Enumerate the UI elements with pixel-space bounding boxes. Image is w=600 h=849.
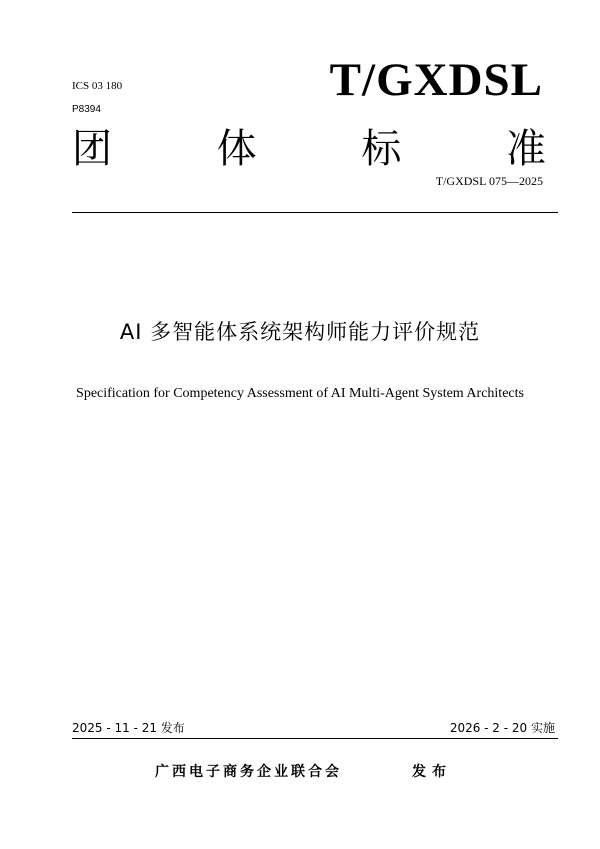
document-title-chinese: AI 多智能体系统架构师能力评价规范 [119, 320, 481, 344]
standard-type-char: 体 [216, 126, 257, 172]
standard-number: T/GXDSL 075—2025 [435, 174, 543, 188]
document-title-english: Specification for Competency Assessment of AI Multi-Agent System Architects [76, 386, 524, 401]
standard-type-char: 准 [505, 126, 546, 172]
implement-date: 2026 - 2 - 20 实施 [449, 721, 555, 735]
publish-date: 2025 - 11 - 21 发布 [72, 721, 185, 735]
standard-type-heading [72, 125, 546, 173]
standard-type-char: 团 [72, 126, 112, 172]
header-divider [72, 212, 558, 213]
standard-type-char: 标 [361, 126, 402, 172]
issuing-organization: 广西电子商务企业联合会 [155, 764, 342, 780]
issue-label: 发布 [412, 764, 452, 780]
ics-code: ICS 03 180 [72, 80, 123, 92]
ccs-code: P8394 [72, 104, 101, 115]
organization-code: T/GXDSL [329, 54, 543, 106]
footer-divider [72, 738, 558, 739]
